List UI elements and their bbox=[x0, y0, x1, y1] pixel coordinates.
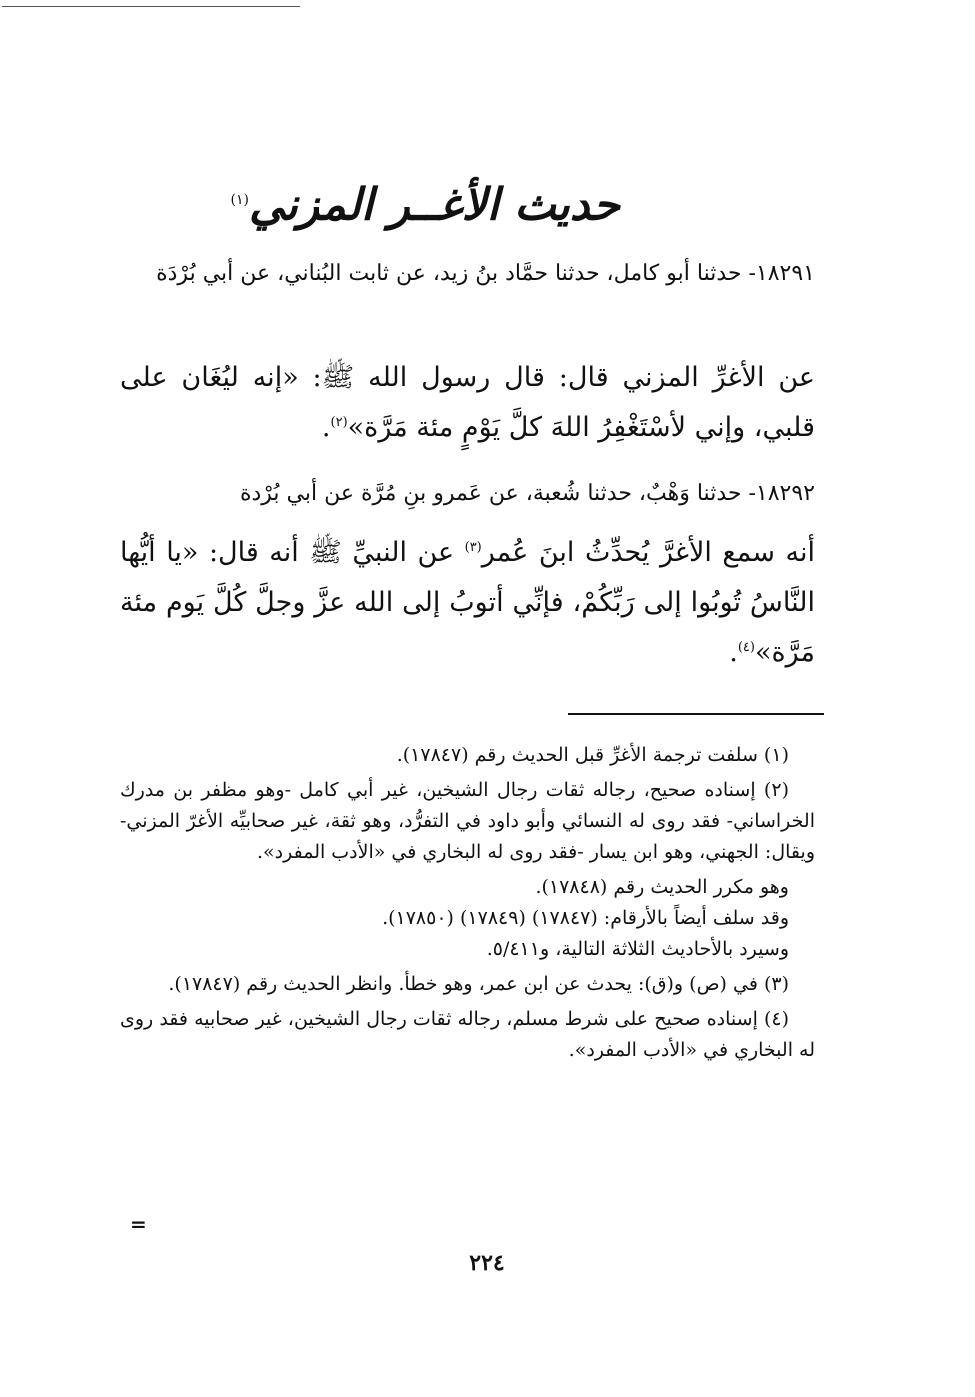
footnote-4: (٤) إسناده صحيح على شرط مسلم، رجاله ثقات رجال الشيخين، غير صحابيه فقد روى له البخاري في «الأدب المفرد». bbox=[120, 1008, 815, 1061]
footnote-marker-3: (٣) bbox=[464, 540, 482, 555]
hadith-18291-matn-text: عن الأغرِّ المزني قال: قال رسول الله ﷺ: «إنه ليُغَان على قلبي، وإني لأسْتَغْفِرُ اللهَ كلَّ يَوْمٍ مئة مَرَّة» bbox=[120, 362, 815, 443]
hadith-18291-isnad: ١٨٢٩١- حدثنا أبو كامل، حدثنا حمَّاد بنُ زيد، عن ثابت البُناني، عن أبي بُرْدَة bbox=[156, 261, 815, 286]
chapter-title-footnote-marker: (١) bbox=[230, 192, 249, 208]
footnote-1: (١) سلفت ترجمة الأغرِّ قبل الحديث رقم (١٧٨٤٧). bbox=[396, 744, 789, 766]
footnotes-section bbox=[120, 740, 815, 1070]
chapter-title-text: حديث الأغــر المزني bbox=[248, 179, 620, 231]
footnote-2-previous-numbers: وقد سلف أيضاً بالأرقام: (١٧٨٤٧) (١٧٨٤٩) (١٧٨٥٠). bbox=[382, 907, 789, 929]
footnote-2-repeat-note: وهو مكرر الحديث رقم (١٧٨٤٨). bbox=[535, 876, 789, 898]
footnote-3: (٣) في (ص) و(ق): يحدث عن ابن عمر، وهو خطأ. وانظر الحديث رقم (١٧٨٤٧). bbox=[168, 973, 789, 995]
footnote-2: (٢) إسناده صحيح، رجاله ثقات رجال الشيخين، غير أبي كامل -وهو مظفر بن مدرك الخراساني- فقد روى له النسائي وأبو داود في التفرُّد، وهو ثقة، غير صحابيِّه الأغرّ المزني- ويقال: الجهني، وهو ابن يسار -فقد روى له البخاري في «الأدب المفرد». bbox=[120, 779, 815, 863]
footnote-marker-2: (٢) bbox=[330, 415, 348, 430]
footnote-2-following-note: وسيرد بالأحاديث الثلاثة التالية، و٥/٤١١. bbox=[486, 938, 789, 960]
hadith-18291-matn bbox=[120, 353, 815, 453]
hadith-18292-matn-text: عن النبيِّ ﷺ أنه قال: «يا أيُّها النَّاسُ تُوبُوا إلى رَبِّكُمْ، فإنِّي أتوبُ إلى الله عزَّ وجلَّ كُلَّ يَوم مئة مَرَّة» bbox=[120, 537, 815, 668]
footnote-separator bbox=[568, 713, 824, 715]
hadith-18291-matn-end: . bbox=[321, 412, 331, 443]
continuation-mark: = bbox=[130, 1212, 147, 1236]
page-number: ٢٢٤ bbox=[469, 1250, 505, 1276]
chapter-title bbox=[230, 168, 620, 238]
footnote-marker-4: (٤) bbox=[737, 640, 755, 655]
hadith-18292-isnad: ١٨٢٩٢- حدثنا وَهْبٌ، حدثنا شُعبة، عن عَمرو بنِ مُرَّة عن أبي بُرْدة bbox=[239, 481, 815, 506]
hadith-18292-matn bbox=[120, 528, 815, 678]
hadith-18292-matn-end: . bbox=[729, 637, 738, 668]
hadith-18292-matn-start: أنه سمع الأغرَّ يُحدِّثُ ابنَ عُمر bbox=[481, 537, 815, 568]
